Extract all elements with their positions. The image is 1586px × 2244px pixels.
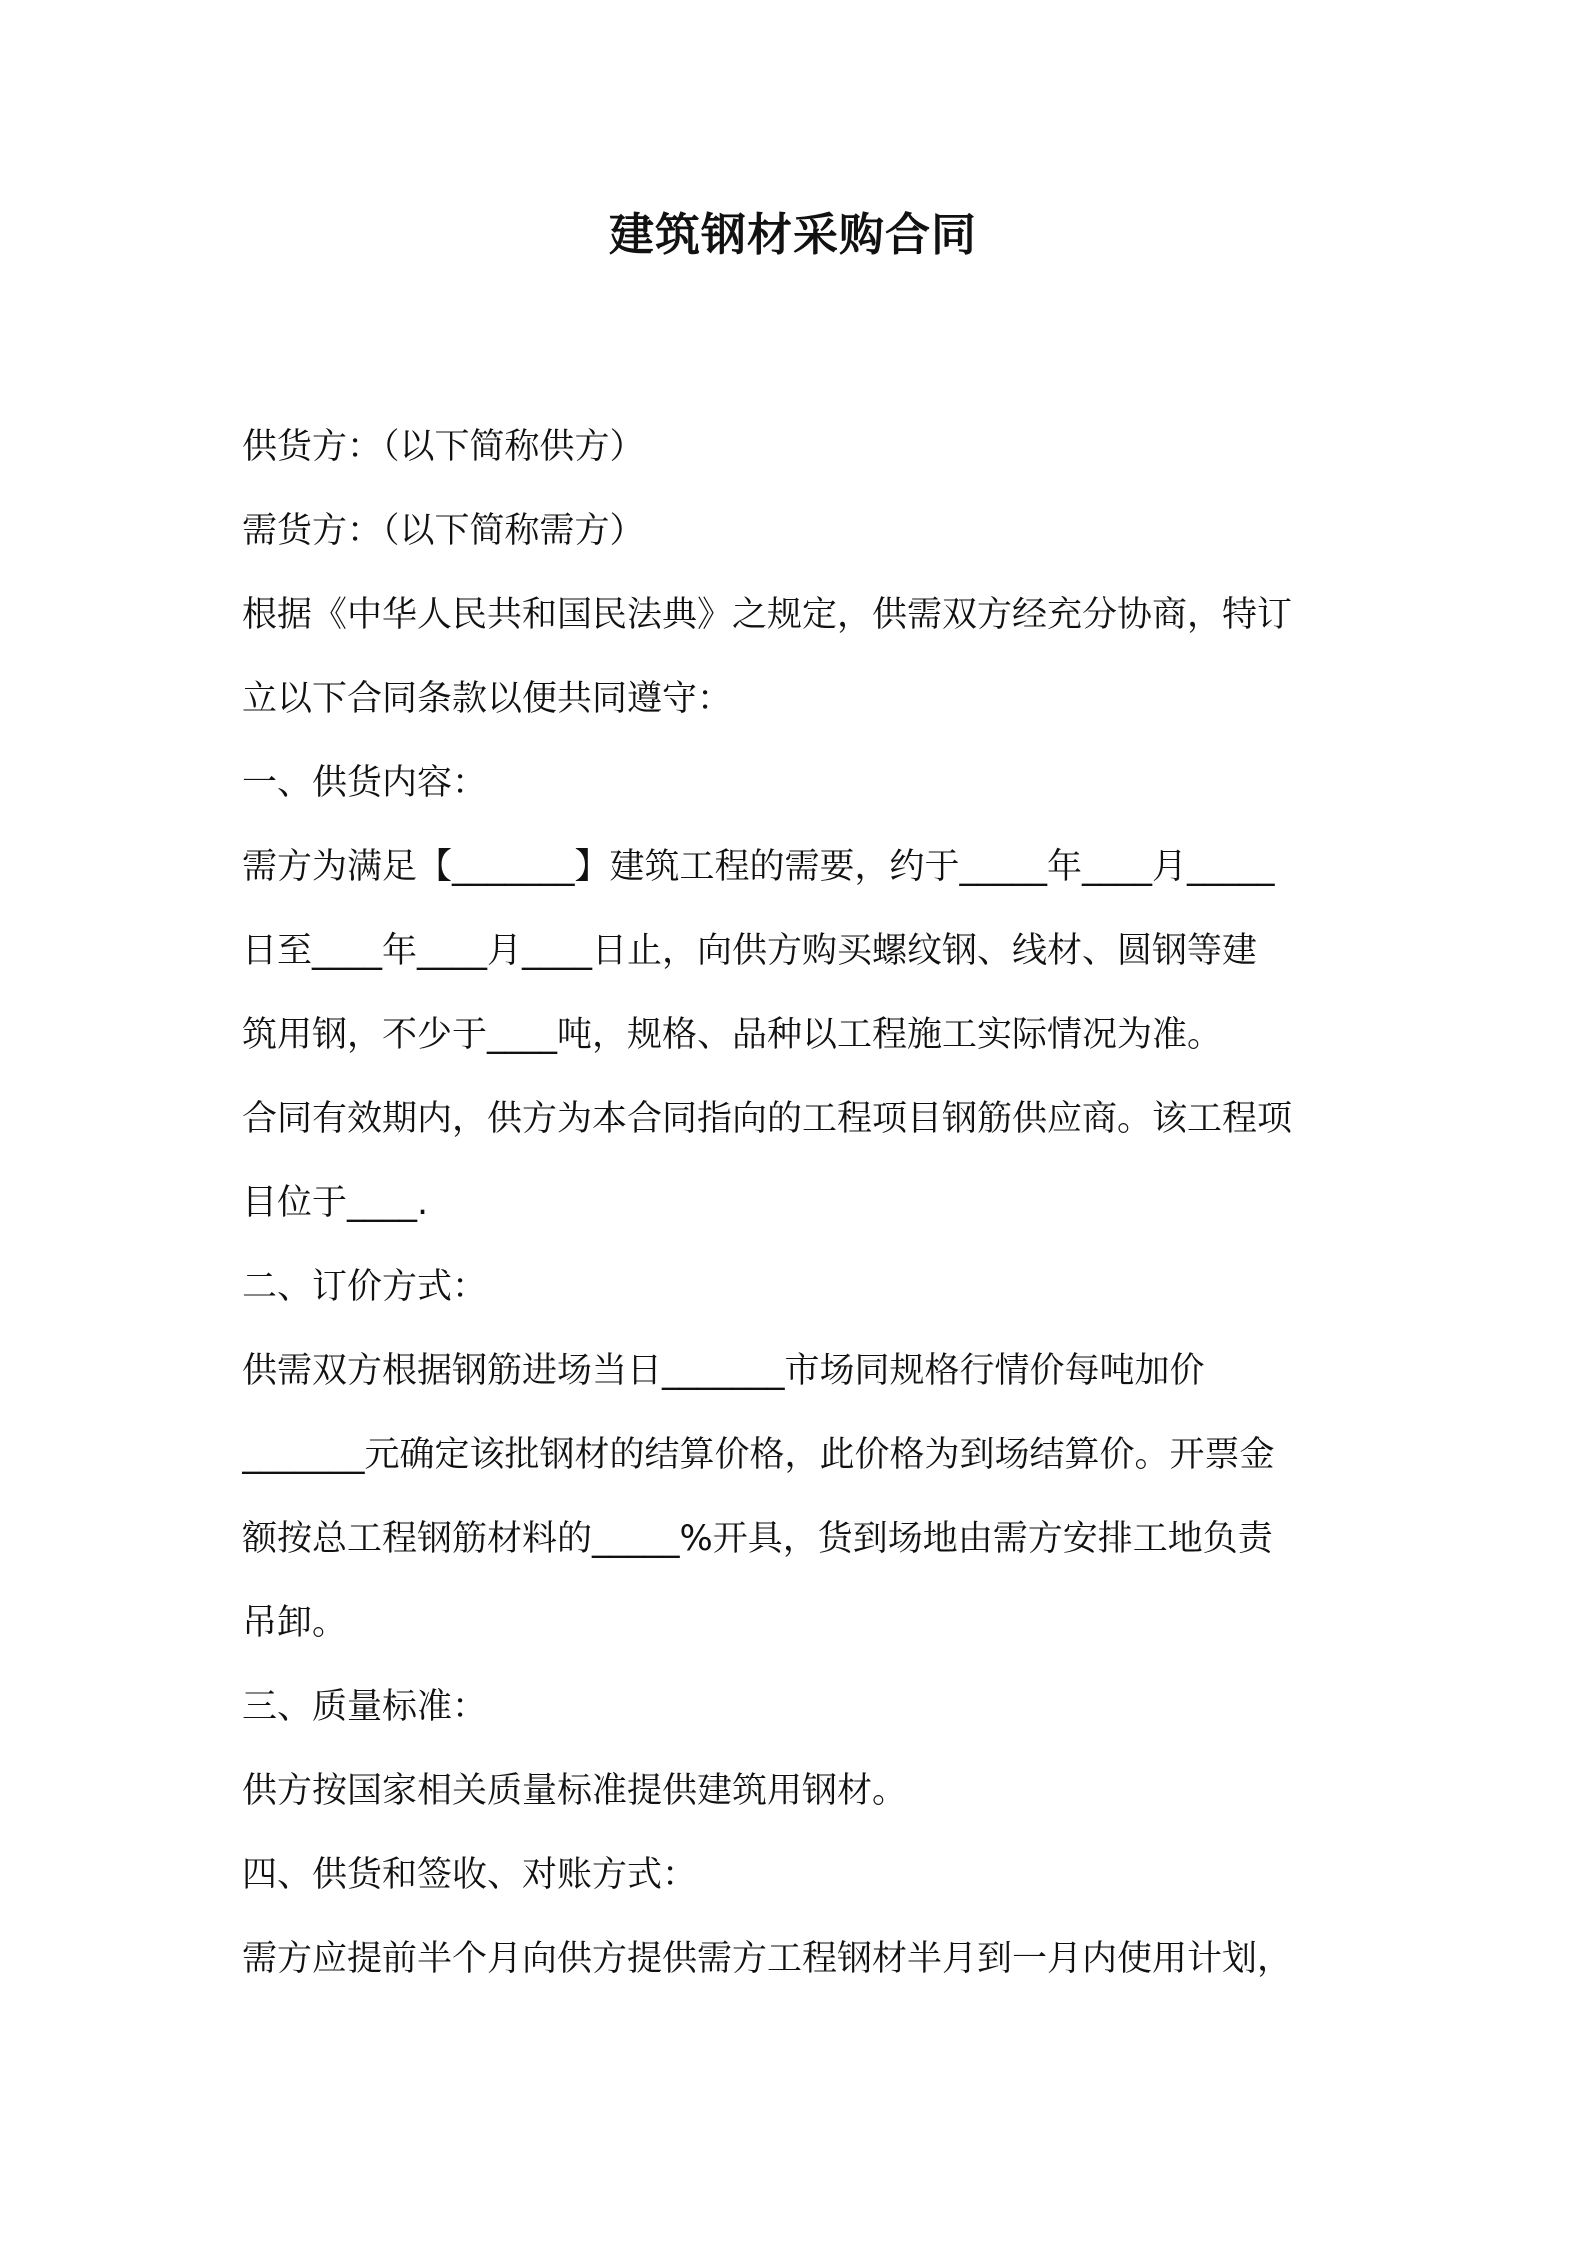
- document-title: 建筑钢材采购合同: [608, 208, 977, 261]
- preamble-line-2: 立以下合同条款以便共同遵守：: [242, 679, 733, 719]
- section-2-line-1: 供需双方根据钢筋进场当日_______市场同规格行情价每吨加价: [242, 1351, 1205, 1391]
- document-body: [242, 405, 1362, 2001]
- section-2-heading: 二、订价方式：: [242, 1267, 488, 1307]
- preamble-line-1: 根据《中华人民共和国民法典》之规定，供需双方经充分协商，特订: [242, 595, 1293, 635]
- supplier-line: 供货方：（以下简称供方）: [242, 427, 645, 467]
- section-1-line-2: 日至____年____月____日止，向供方购买螺纹钢、线材、圆钢等建: [242, 931, 1258, 971]
- section-1-line-4: 合同有效期内，供方为本合同指向的工程项目钢筋供应商。该工程项: [242, 1099, 1293, 1139]
- section-4-heading: 四、供货和签收、对账方式：: [242, 1855, 698, 1895]
- section-1-heading: 一、供货内容：: [242, 763, 488, 803]
- section-1-line-1: 需方为满足【_______】建筑工程的需要，约于_____年____月_____: [242, 847, 1275, 887]
- section-4-line-1: 需方应提前半个月向供方提供需方工程钢材半月到一月内使用计划，: [242, 1939, 1293, 1979]
- section-2-line-4: 吊卸。: [242, 1603, 348, 1643]
- section-2-line-3: 额按总工程钢筋材料的_____%开具，货到场地由需方安排工地负责: [242, 1519, 1273, 1559]
- section-2-line-2: _______元确定该批钢材的结算价格，此价格为到场结算价。开票金: [242, 1435, 1275, 1475]
- section-1-line-5: 目位于____.: [242, 1183, 429, 1223]
- section-1-line-3: 筑用钢，不少于____吨，规格、品种以工程施工实际情况为准。: [242, 1015, 1223, 1055]
- section-3-heading: 三、质量标准：: [242, 1687, 488, 1727]
- buyer-line: 需货方：（以下简称需方）: [242, 511, 645, 551]
- section-3-line-1: 供方按国家相关质量标准提供建筑用钢材。: [242, 1771, 908, 1811]
